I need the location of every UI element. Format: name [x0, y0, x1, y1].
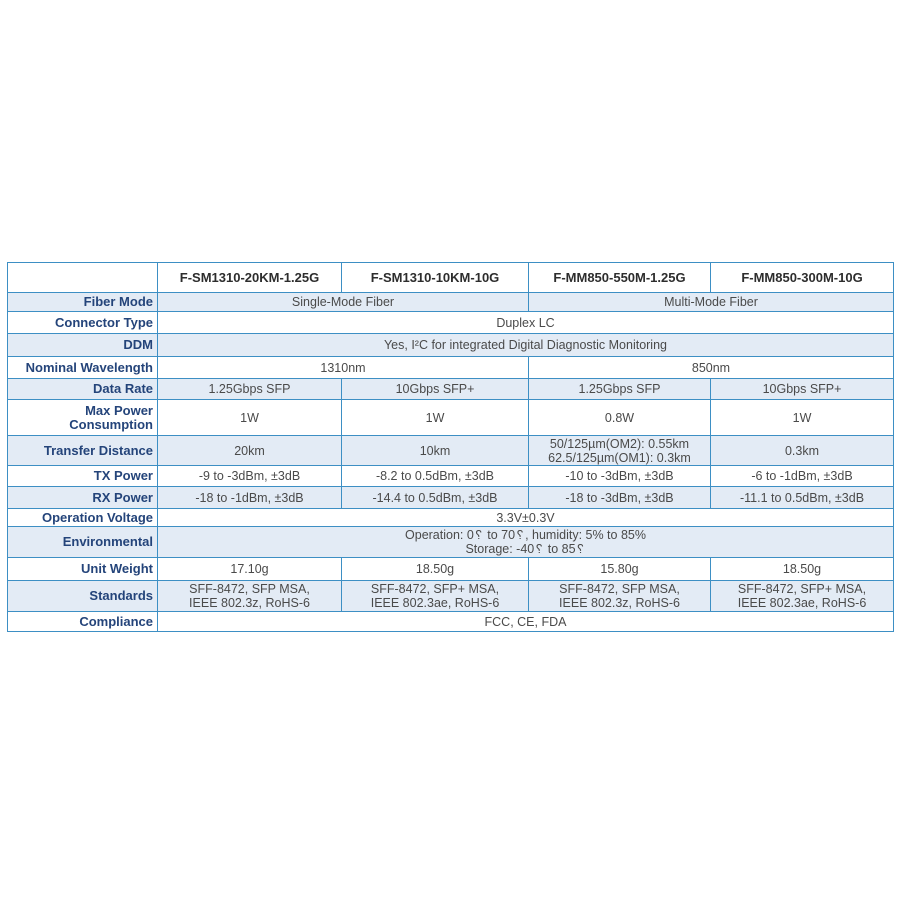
unit-weight-cell: 15.80g [529, 558, 711, 581]
standards-cell [342, 581, 529, 612]
model-header-2: F-SM1310-10KM-10G [342, 263, 529, 293]
data-rate-cell: 10Gbps SFP+ [342, 379, 529, 400]
row-label: Environmental [8, 527, 158, 558]
rx-power-cell: -11.1 to 0.5dBm, ±3dB [711, 487, 894, 509]
row-environmental [8, 527, 894, 558]
rx-power-cell: -14.4 to 0.5dBm, ±3dB [342, 487, 529, 509]
row-label: Standards [8, 581, 158, 612]
standards-line: SFF-8472, SFP+ MSA, [370, 582, 500, 596]
transfer-distance-cell [529, 436, 711, 466]
model-header-4: F-MM850-300M-10G [711, 263, 894, 293]
row-unit-weight [8, 558, 894, 581]
transfer-distance-cell: 20km [158, 436, 342, 466]
row-data-rate [8, 379, 894, 400]
compliance-value: FCC, CE, FDA [158, 612, 894, 632]
row-label: Data Rate [8, 379, 158, 400]
standards-line: SFF-8472, SFP+ MSA, [737, 582, 867, 596]
distance-line: 50/125µm(OM2): 0.55km [549, 436, 690, 451]
row-ddm [8, 334, 894, 357]
unit-weight-cell: 18.50g [342, 558, 529, 581]
max-power-cell: 0.8W [529, 400, 711, 436]
row-label: Compliance [8, 612, 158, 632]
row-connector-type [8, 312, 894, 334]
max-power-cell: 1W [711, 400, 894, 436]
standards-line: IEEE 802.3z, RoHS-6 [189, 596, 310, 610]
max-power-cell: 1W [158, 400, 342, 436]
distance-line: 62.5/125µm(OM1): 0.3km [548, 450, 691, 465]
row-label: Nominal Wavelength [8, 357, 158, 379]
standards-line: SFF-8472, SFP MSA, [189, 582, 310, 596]
label-line: Consumption [69, 416, 153, 432]
max-power-cell: 1W [342, 400, 529, 436]
tx-power-cell: -8.2 to 0.5dBm, ±3dB [342, 466, 529, 487]
tx-power-cell: -9 to -3dBm, ±3dB [158, 466, 342, 487]
standards-line: IEEE 802.3ae, RoHS-6 [737, 596, 867, 610]
row-rx-power [8, 487, 894, 509]
row-label: Unit Weight [8, 558, 158, 581]
standards-cell [529, 581, 711, 612]
transfer-distance-cell: 10km [342, 436, 529, 466]
spec-table [7, 262, 894, 632]
row-standards [8, 581, 894, 612]
row-operation-voltage [8, 509, 894, 527]
row-label: Connector Type [8, 312, 158, 334]
tx-power-cell: -10 to -3dBm, ±3dB [529, 466, 711, 487]
connector-type-value: Duplex LC [158, 312, 894, 334]
row-label: DDM [8, 334, 158, 357]
rx-power-cell: -18 to -3dBm, ±3dB [529, 487, 711, 509]
multi-mode-cell: Multi-Mode Fiber [529, 293, 894, 312]
data-rate-cell: 1.25Gbps SFP [529, 379, 711, 400]
environmental-value [158, 527, 894, 558]
row-label: Operation Voltage [8, 509, 158, 527]
unit-weight-cell: 17.10g [158, 558, 342, 581]
data-rate-cell: 1.25Gbps SFP [158, 379, 342, 400]
row-fiber-mode [8, 293, 894, 312]
standards-cell [711, 581, 894, 612]
row-max-power [8, 400, 894, 436]
row-label: Transfer Distance [8, 436, 158, 466]
transfer-distance-cell: 0.3km [711, 436, 894, 466]
single-mode-cell: Single-Mode Fiber [158, 293, 529, 312]
standards-line: SFF-8472, SFP MSA, [559, 582, 680, 596]
single-mode-wavelength: 1310nm [158, 357, 529, 379]
model-header-3: F-MM850-550M-1.25G [529, 263, 711, 293]
operation-voltage-value: 3.3V±0.3V [158, 509, 894, 527]
rx-power-cell: -18 to -1dBm, ±3dB [158, 487, 342, 509]
multi-mode-wavelength: 850nm [529, 357, 894, 379]
standards-cell [158, 581, 342, 612]
environmental-line: Operation: 0␦ to 70␦, humidity: 5% to 85% [405, 528, 646, 542]
row-label: RX Power [8, 487, 158, 509]
standards-line: IEEE 802.3z, RoHS-6 [559, 596, 680, 610]
unit-weight-cell: 18.50g [711, 558, 894, 581]
row-transfer-distance [8, 436, 894, 466]
header-corner-cell [8, 263, 158, 293]
row-tx-power [8, 466, 894, 487]
row-label: Fiber Mode [8, 293, 158, 312]
header-row [8, 263, 894, 293]
tx-power-cell: -6 to -1dBm, ±3dB [711, 466, 894, 487]
row-nominal-wavelength [8, 357, 894, 379]
row-label [8, 400, 158, 436]
row-label: TX Power [8, 466, 158, 487]
environmental-line: Storage: -40␦ to 85␦ [465, 542, 586, 556]
label-line: Max Power [85, 402, 153, 418]
standards-line: IEEE 802.3ae, RoHS-6 [370, 596, 500, 610]
data-rate-cell: 10Gbps SFP+ [711, 379, 894, 400]
ddm-value: Yes, I²C for integrated Digital Diagnostic Monitoring [158, 334, 894, 357]
model-header-1: F-SM1310-20KM-1.25G [158, 263, 342, 293]
row-compliance [8, 612, 894, 632]
